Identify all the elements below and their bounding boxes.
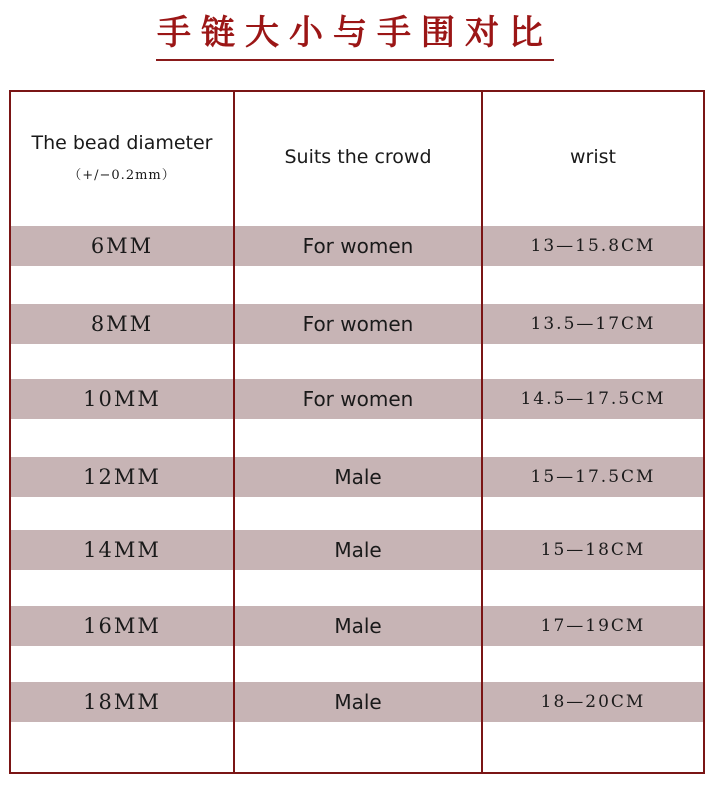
bead-size-cell: 6MM	[90, 234, 154, 258]
crowd-cell: Male	[334, 465, 382, 489]
wrist-range-cell: 17—19CM	[540, 616, 646, 636]
wrist-range-cell: 13—15.8CM	[530, 236, 656, 256]
bead-size-cell: 18MM	[83, 690, 161, 714]
page-title: 手链大小与手围对比	[157, 13, 553, 53]
wrist-range-cell: 15—18CM	[540, 540, 646, 560]
title-area	[0, 0, 722, 70]
header-wrist-label: wrist	[570, 146, 616, 168]
bead-size-cell: 12MM	[83, 465, 161, 489]
header-wrist	[483, 92, 703, 222]
header-bead-diameter	[11, 92, 233, 222]
bead-size-cell: 10MM	[83, 387, 161, 411]
bead-size-cell: 14MM	[83, 538, 161, 562]
wrist-range-cell: 15—17.5CM	[530, 467, 656, 487]
title-underline	[156, 59, 554, 61]
wrist-range-cell: 14.5—17.5CM	[520, 389, 666, 409]
crowd-cell: For women	[302, 387, 414, 411]
column-divider	[481, 92, 483, 772]
bead-size-cell: 8MM	[90, 312, 154, 336]
header-bead-label: The bead diameter	[31, 131, 213, 154]
crowd-cell: Male	[334, 538, 382, 562]
header-bead-tolerance: （+/−0.2mm）	[68, 167, 176, 183]
crowd-cell: Male	[334, 690, 382, 714]
wrist-range-cell: 18—20CM	[540, 692, 646, 712]
crowd-cell: For women	[302, 234, 414, 258]
column-divider	[233, 92, 235, 772]
crowd-cell: For women	[302, 312, 414, 336]
wrist-range-cell: 13.5—17CM	[530, 314, 656, 334]
crowd-cell: Male	[334, 614, 382, 638]
size-table	[9, 90, 705, 774]
header-crowd	[235, 92, 481, 222]
bead-size-cell: 16MM	[83, 614, 161, 638]
header-crowd-label: Suits the crowd	[284, 146, 432, 168]
